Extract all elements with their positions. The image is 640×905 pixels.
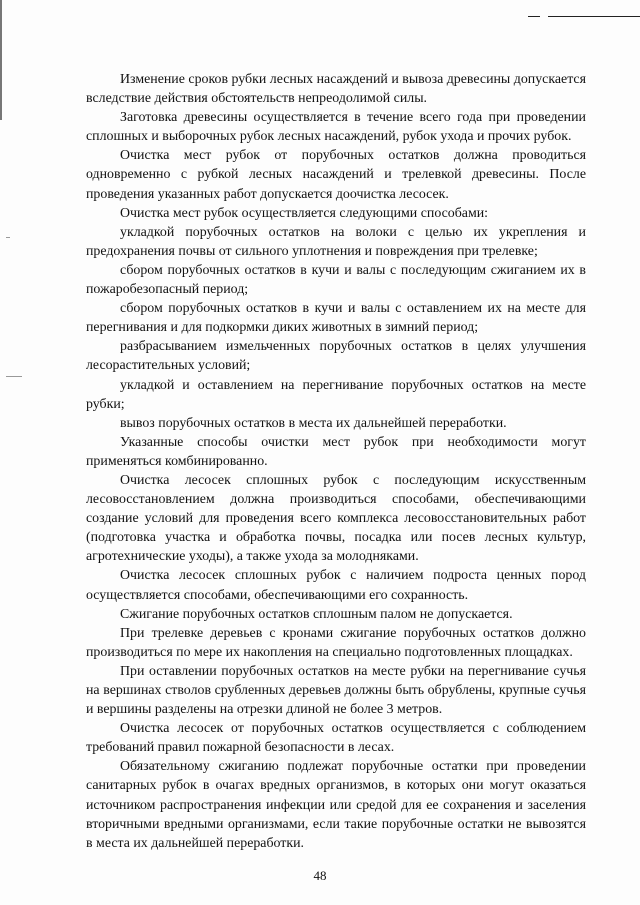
paragraph: Очистка лесосек сплошных рубок с последующим искусственным лесовосстановлением должна производиться способами, обеспечивающими создание условий для проведения всего комплекса лесовосстановительных работ (подготовка участка и обработка почвы, посадка или посев лесных культур, агротехнические уходы), а также ухода за молодняками.: [86, 472, 586, 565]
paragraph: вывоз порубочных остатков в места их дальнейшей переработки.: [120, 415, 507, 431]
paragraph: Указанные способы очистки мест рубок при необходимости могут применяться комбинированно.: [86, 434, 586, 469]
paragraph: Очистка мест рубок от порубочных остатков должна проводиться одновременно с рубкой лесных насаждений и трелевкой древесины. После проведения указанных работ допускается доочистка лесосек.: [86, 148, 586, 202]
paragraph: Заготовка древесины осуществляется в течение всего года при проведении сплошных и выборочных рубок лесных насаждений, рубок ухода и прочих рубок.: [86, 110, 586, 145]
paragraph: Очистка лесосек сплошных рубок с наличием подроста ценных пород осуществляется способами, обеспечивающими его сохранность.: [86, 568, 586, 603]
paragraph: разбрасыванием измельченных порубочных остатков в целях улучшения лесорастительных условий;: [86, 339, 586, 374]
paragraph: сбором порубочных остатков в кучи и валы с последующим сжиганием их в пожаробезопасный период;: [86, 262, 586, 298]
paragraph: Изменение сроков рубки лесных насаждений и вывоза древесины допускается вследствие действия обстоятельств непреодолимой силы.: [86, 72, 586, 107]
scan-edge: [0, 0, 2, 120]
header-rule: [548, 16, 640, 17]
page-number: 48: [313, 868, 327, 883]
paragraph: укладкой порубочных остатков на волоки с целью их укрепления и предохранения почвы от сильного уплотнения и повреждения при трелевке;: [86, 224, 586, 259]
paragraph: укладкой и оставлением на перегнивание порубочных остатков на месте рубки;: [86, 377, 586, 412]
margin-mark: [6, 237, 10, 238]
paragraph: Обязательному сжиганию подлежат порубочные остатки при проведении санитарных рубок в очагах вредных организмов, в которых они могут оказаться источником распространения инфекции или средой для ее сохранения и заселения вторичными вредными организмами, если такие порубочные остатки не вывозятся в места их дальнейшей переработки.: [86, 759, 586, 851]
paragraph: сбором порубочных остатков в кучи и валы с оставлением их на месте для перегнивания и для подкормки диких животных в зимний период;: [86, 301, 586, 336]
paragraph: Сжигание порубочных остатков сплошным палом не допускается.: [120, 606, 513, 622]
paragraph: Очистка лесосек от порубочных остатков осуществляется с соблюдением требований правил пожарной безопасности в лесах.: [86, 721, 586, 756]
document-body: [86, 70, 586, 853]
header-dash: [528, 16, 540, 17]
paragraph: При трелевке деревьев с кронами сжигание порубочных остатков должно производиться по мере их накопления на специально подготовленных площадках.: [86, 625, 586, 660]
paragraph: Очистка мест рубок осуществляется следующими способами:: [120, 205, 489, 221]
margin-mark: [6, 376, 22, 377]
paragraph: При оставлении порубочных остатков на месте рубки на перегнивание сучья на вершинах стволов срубленных деревьев должны быть обрублены, крупные сучья и вершины разделены на отрезки длиной не более 3 метров.: [86, 663, 586, 718]
